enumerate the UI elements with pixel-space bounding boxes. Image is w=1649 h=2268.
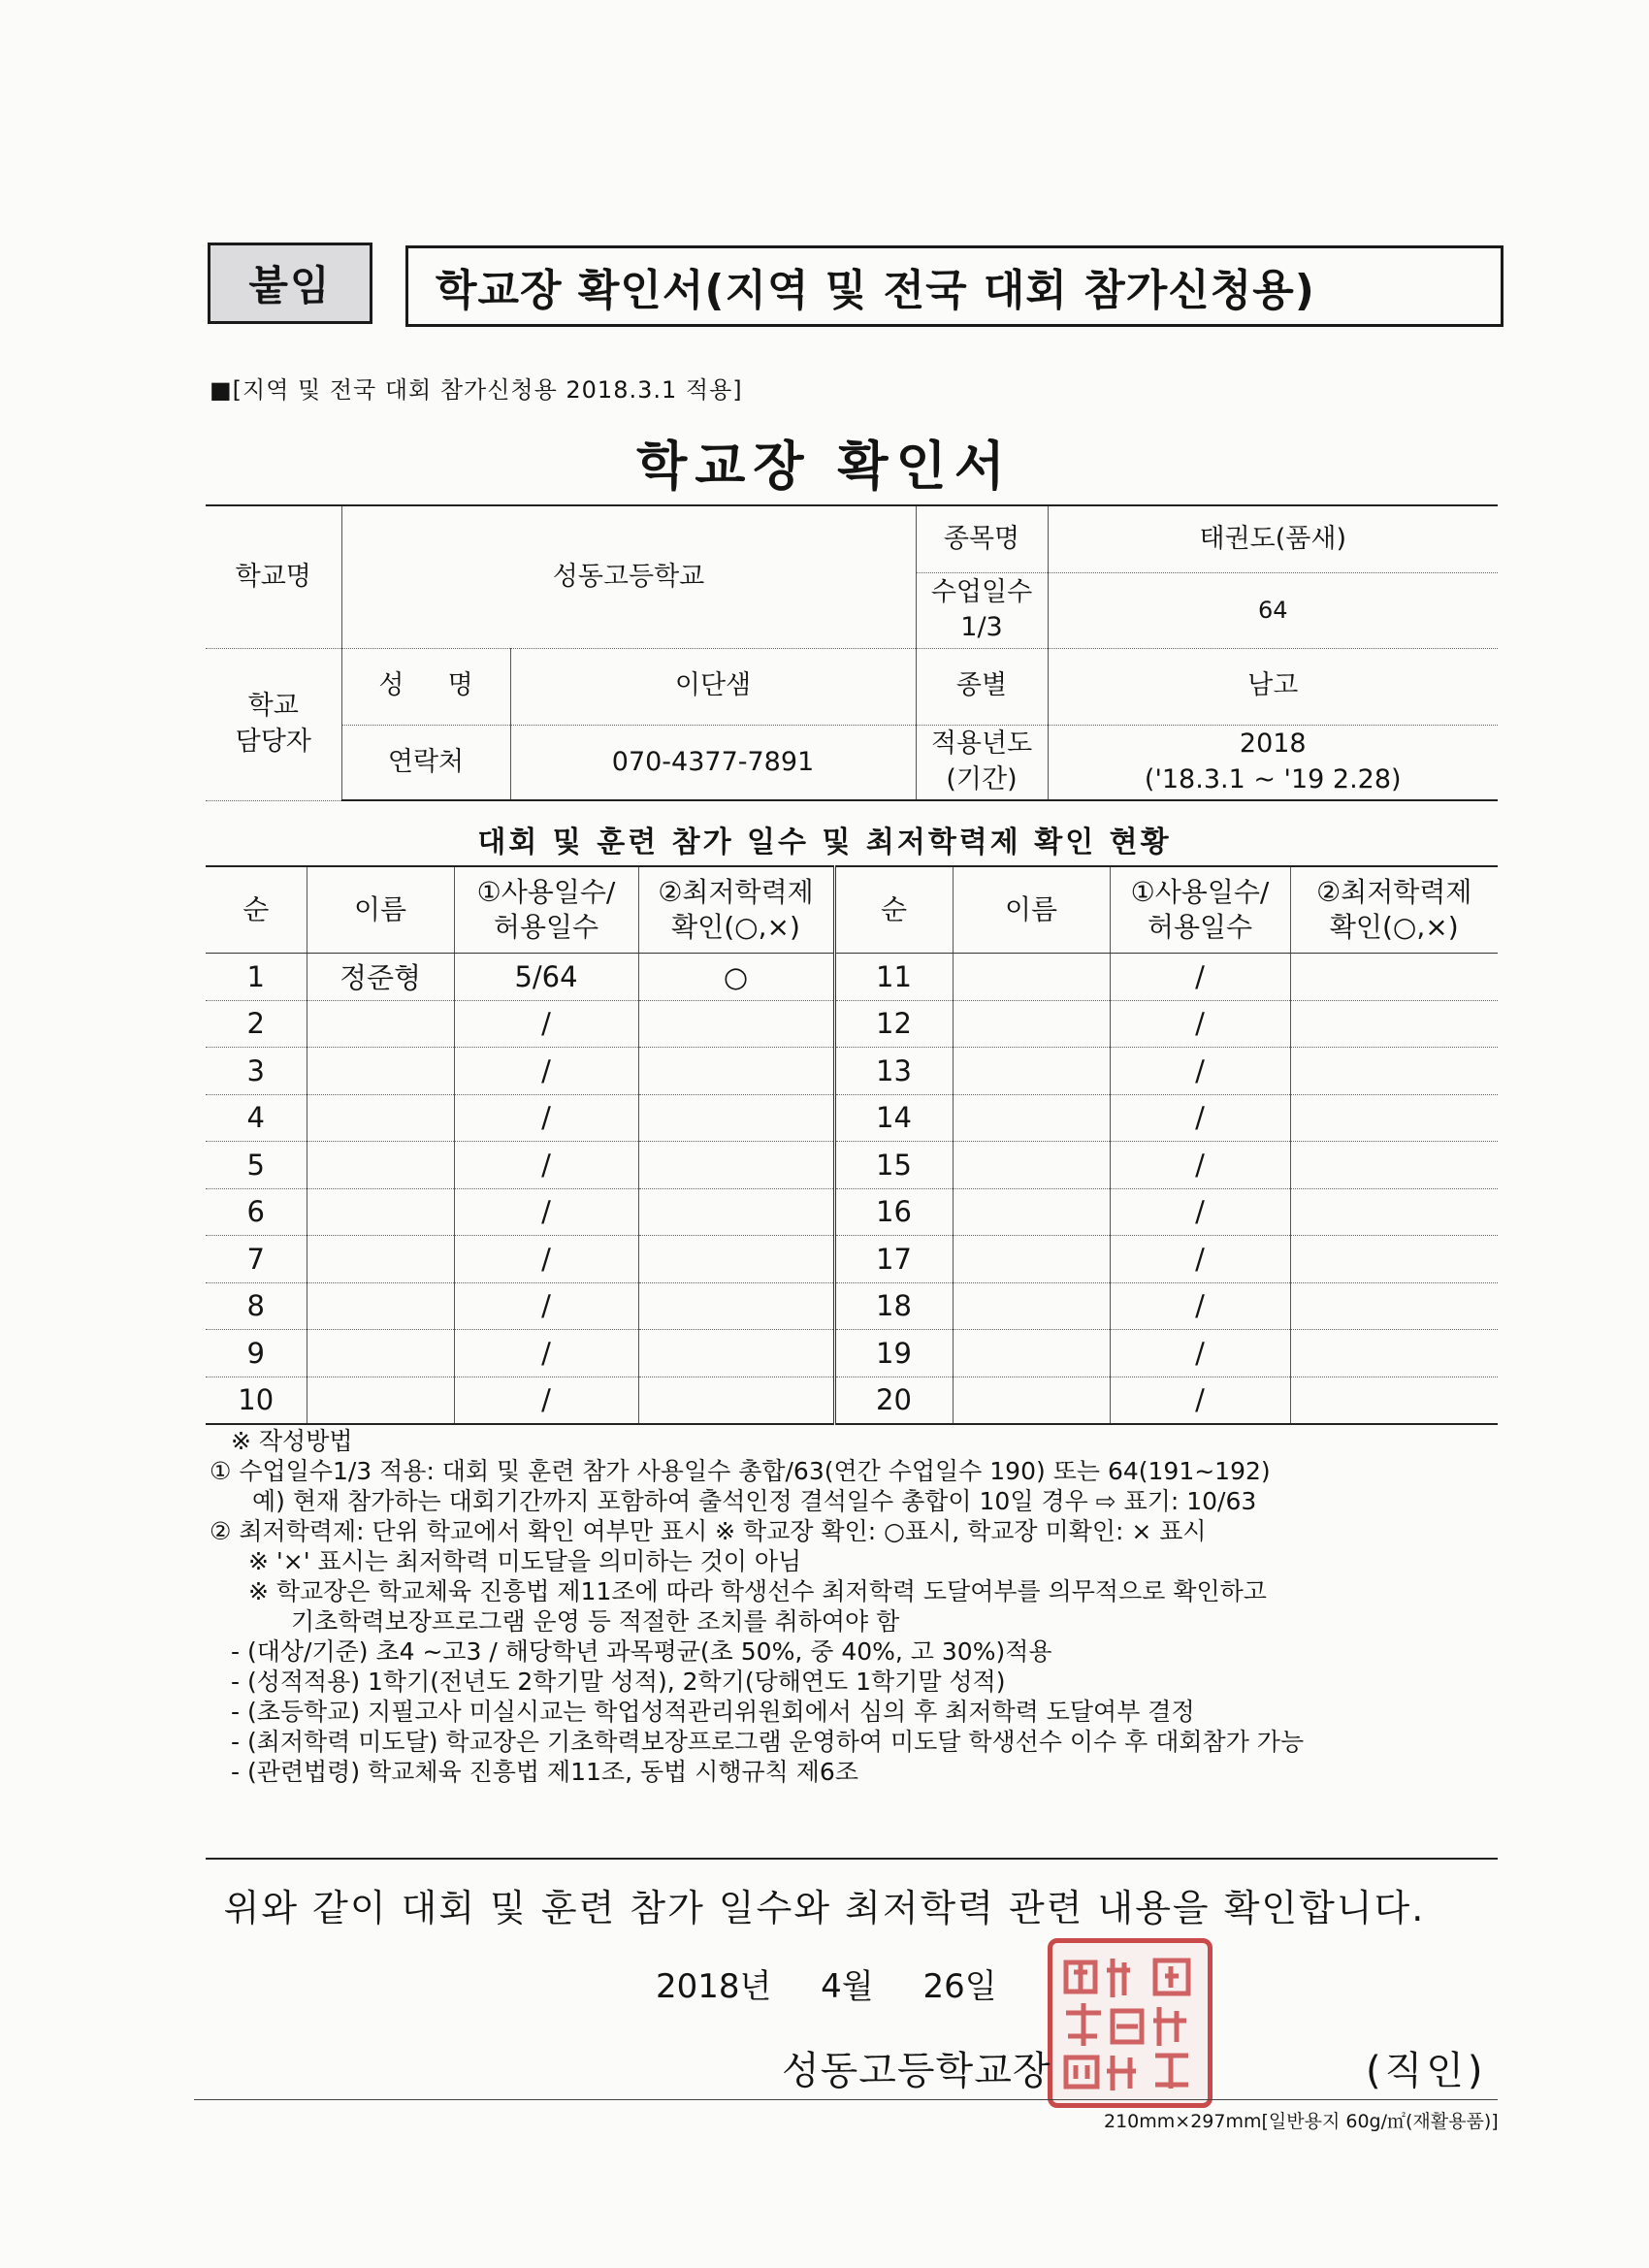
footer-divider [194, 2099, 1498, 2100]
days-label: 수업일수 1/3 [916, 572, 1048, 648]
row-check [1290, 954, 1498, 1001]
detail-2: - (성적적용) 1학기(전년도 2학기말 성적), 2학기(당해연도 1학기말 성적) [231, 1668, 1006, 1696]
table-row [206, 1000, 1498, 1048]
table-row [206, 1282, 1498, 1330]
row-no: 20 [834, 1377, 953, 1424]
staff-label: 학교 담당자 [206, 648, 341, 800]
confirmation-statement: 위와 같이 대회 및 훈련 참가 일수와 최저학력 관련 내용을 확인합니다. [223, 1887, 1426, 1929]
attendance-table [206, 865, 1498, 1425]
note-4b: 기초학력보장프로그램 운영 등 적절한 조치를 취하여야 함 [291, 1607, 900, 1636]
writing-guide [210, 1426, 1509, 1787]
header-check-right: ②최저학력제 확인(○,×) [1290, 866, 1498, 954]
row-no: 9 [206, 1330, 307, 1377]
row-check [1290, 1048, 1498, 1095]
row-check [638, 1236, 834, 1283]
row-no: 11 [834, 954, 953, 1001]
row-check [638, 1048, 834, 1095]
row-check [1290, 1188, 1498, 1236]
row-days: / [454, 1000, 638, 1048]
row-check [638, 1282, 834, 1330]
table-row [206, 1377, 1498, 1424]
table-row [206, 1236, 1498, 1283]
note-2: ② 최저학력제: 단위 학교에서 확인 여부만 표시 ※ 학교장 확인: ○표시, 학교장 미확인: × 표시 [210, 1517, 1207, 1545]
row-check [1290, 1000, 1498, 1048]
table-row [206, 1094, 1498, 1142]
row-check [1290, 1282, 1498, 1330]
detail-3: - (초등학교) 지필고사 미실시교는 학업성적관리위원회에서 심의 후 최저학력 도달여부 결정 [231, 1698, 1195, 1726]
school-value: 성동고등학교 [341, 505, 916, 648]
detail-5: - (관련법령) 학교체육 진흥법 제11조, 동법 시행규칙 제6조 [231, 1758, 858, 1786]
row-check [638, 1188, 834, 1236]
row-name: 정준형 [307, 954, 454, 1001]
row-name [953, 1142, 1110, 1189]
table-row [206, 1188, 1498, 1236]
row-name [953, 1236, 1110, 1283]
row-days: / [454, 1282, 638, 1330]
row-check [638, 1000, 834, 1048]
row-name [953, 1282, 1110, 1330]
days-value: 64 [1048, 572, 1498, 648]
row-no: 2 [206, 1000, 307, 1048]
row-check [1290, 1142, 1498, 1189]
row-no: 1 [206, 954, 307, 1001]
row-check [638, 1094, 834, 1142]
row-days: / [454, 1142, 638, 1189]
table-row [206, 1048, 1498, 1095]
row-days: / [454, 1094, 638, 1142]
row-days: 5/64 [454, 954, 638, 1001]
row-name [953, 954, 1110, 1001]
row-no: 3 [206, 1048, 307, 1095]
row-name [307, 1000, 454, 1048]
row-no: 13 [834, 1048, 953, 1095]
attendance-title: 대회 및 훈련 참가 일수 및 최저학력제 확인 현황 [477, 826, 1172, 859]
note-1b: 예) 현재 참가하는 대회기간까지 포함하여 출석인정 결석일수 총합이 10일 경우 ⇨ 표기: 10/63 [252, 1487, 1257, 1515]
row-no: 15 [834, 1142, 953, 1189]
name-label: 성 명 [341, 648, 510, 725]
row-no: 7 [206, 1236, 307, 1283]
note-1a: ① 수업일수1/3 적용: 대회 및 훈련 참가 사용일수 총합/63(연간 수업일수 190) 또는 64(191~192) [210, 1457, 1271, 1485]
header-name-left: 이름 [307, 866, 454, 954]
seal-label: (직인) [1366, 2049, 1487, 2093]
issue-date: 2018년 4월 26일 [656, 1967, 997, 2006]
notes-divider [206, 1858, 1498, 1860]
row-no: 4 [206, 1094, 307, 1142]
header-days-left: ①사용일수/ 허용일수 [454, 866, 638, 954]
row-name [307, 1330, 454, 1377]
table-row [206, 1142, 1498, 1189]
row-no: 17 [834, 1236, 953, 1283]
row-name [953, 1188, 1110, 1236]
row-check [638, 1377, 834, 1424]
official-seal-stamp [1048, 1938, 1212, 2108]
row-check [638, 1330, 834, 1377]
row-name [953, 1330, 1110, 1377]
row-days: / [1110, 1000, 1290, 1048]
row-days: / [454, 1377, 638, 1424]
row-name [307, 1094, 454, 1142]
row-name [953, 1377, 1110, 1424]
row-days: / [454, 1188, 638, 1236]
row-name [307, 1282, 454, 1330]
header-days-right: ①사용일수/ 허용일수 [1110, 866, 1290, 954]
header-name-right: 이름 [953, 866, 1110, 954]
contact-label: 연락처 [341, 725, 510, 800]
table-row [206, 954, 1498, 1001]
contact-value: 070-4377-7891 [510, 725, 916, 800]
table-row [206, 1330, 1498, 1377]
row-no: 6 [206, 1188, 307, 1236]
row-name [307, 1048, 454, 1095]
row-no: 10 [206, 1377, 307, 1424]
row-days: / [1110, 1236, 1290, 1283]
seal-pattern-icon [1052, 1943, 1208, 2103]
notes-heading: ※ 작성방법 [231, 1427, 353, 1455]
row-check: ○ [638, 954, 834, 1001]
row-days: / [1110, 954, 1290, 1001]
attendance-body [206, 954, 1498, 1425]
detail-4: - (최저학력 미도달) 학교장은 기초학력보장프로그램 운영하여 미도달 학생선수 이수 후 대회참가 가능 [231, 1728, 1305, 1756]
row-name [953, 1048, 1110, 1095]
principal-name: 성동고등학교장 [782, 2049, 1051, 2093]
row-days: / [1110, 1142, 1290, 1189]
event-label: 종목명 [916, 505, 1048, 572]
header-check-left: ②최저학력제 확인(○,×) [638, 866, 834, 954]
row-name [953, 1000, 1110, 1048]
row-days: / [1110, 1330, 1290, 1377]
row-name [307, 1188, 454, 1236]
header-no-left: 순 [206, 866, 307, 954]
row-days: / [454, 1048, 638, 1095]
note-3: ※ '×' 표시는 최저학력 미도달을 의미하는 것이 아님 [248, 1547, 802, 1575]
name-value: 이단샘 [510, 648, 916, 725]
apply-note: ■[지역 및 전국 대회 참가신청용 2018.3.1 적용] [210, 376, 743, 404]
row-days: / [1110, 1282, 1290, 1330]
year-label: 적용년도 (기간) [916, 725, 1048, 800]
row-days: / [1110, 1094, 1290, 1142]
row-no: 5 [206, 1142, 307, 1189]
type-value: 남고 [1048, 648, 1498, 725]
row-check [638, 1142, 834, 1189]
row-days: / [1110, 1377, 1290, 1424]
type-label: 종별 [916, 648, 1048, 725]
row-days: / [454, 1330, 638, 1377]
header-no-right: 순 [834, 866, 953, 954]
row-no: 18 [834, 1282, 953, 1330]
year-value: 2018 ('18.3.1 ~ '19 2.28) [1048, 725, 1498, 800]
row-days: / [454, 1236, 638, 1283]
row-name [307, 1236, 454, 1283]
row-no: 8 [206, 1282, 307, 1330]
info-table [206, 504, 1498, 801]
row-days: / [1110, 1048, 1290, 1095]
note-4a: ※ 학교장은 학교체육 진흥법 제11조에 따라 학생선수 최저학력 도달여부를 의무적으로 확인하고 [248, 1577, 1267, 1605]
document-header-title: 학교장 확인서(지역 및 전국 대회 참가신청용) [405, 245, 1504, 327]
row-check [1290, 1377, 1498, 1424]
row-check [1290, 1094, 1498, 1142]
row-days: / [1110, 1188, 1290, 1236]
attachment-tag: 붙임 [208, 243, 372, 324]
row-check [1290, 1236, 1498, 1283]
row-check [1290, 1330, 1498, 1377]
paper-spec-footer: 210mm×297mm[일반용지 60g/㎡(재활용품)] [1104, 2111, 1499, 2132]
row-no: 16 [834, 1188, 953, 1236]
detail-1: - (대상/기준) 초4 ~고3 / 해당학년 과목평균(초 50%, 중 40%, 고 30%)적용 [231, 1637, 1052, 1666]
row-no: 19 [834, 1330, 953, 1377]
row-name [307, 1142, 454, 1189]
school-label: 학교명 [206, 505, 341, 648]
row-no: 12 [834, 1000, 953, 1048]
event-value: 태권도(품새) [1048, 505, 1498, 572]
main-title: 학교장 확인서 [636, 436, 1013, 497]
row-name [953, 1094, 1110, 1142]
row-name [307, 1377, 454, 1424]
row-no: 14 [834, 1094, 953, 1142]
